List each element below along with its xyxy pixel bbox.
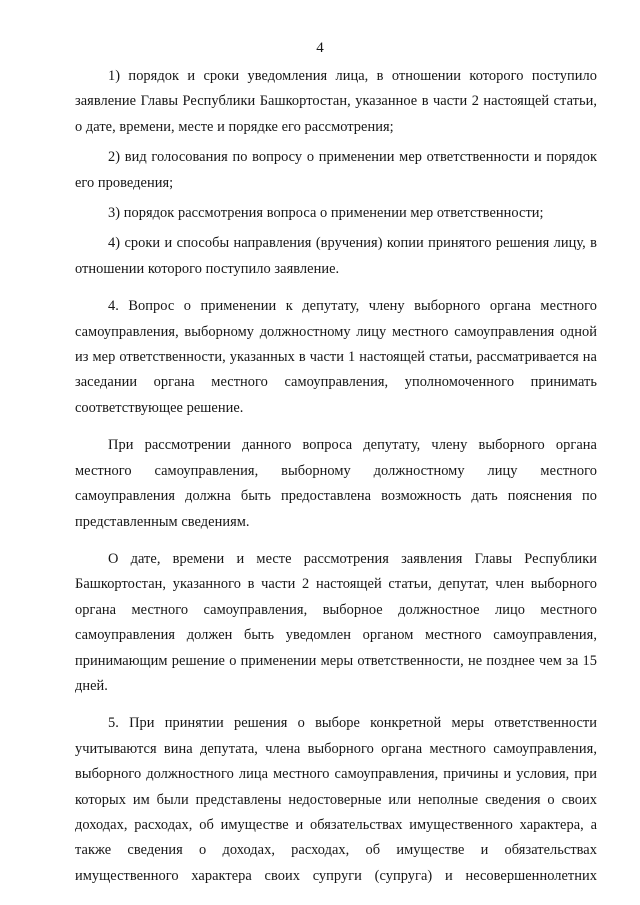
paragraph-section-5: 5. При принятии решения о выборе конкретной меры ответственности учитываются вина депутата, члена выборного органа местного самоуправления, выборного должностного лица местного самоуправления, причины и условия, при которых им были представлены недостоверные или неполные сведения о своих доходах, расходах, об имуществе и обязательствах имущественного характера, а также сведения о доходах, расходах, об имуществе и обязательствах имущественного характера своих супруги (супруга) и несовершеннолетних	[75, 715, 597, 884]
paragraph-item-1: 1) порядок и сроки уведомления лица, в отношении которого поступило заявление Главы Республики Башкортостан, указанное в части 2 настоящей статьи, о дате, времени, месте и порядке его рассмотрения;	[75, 68, 597, 135]
paragraph-explanation: При рассмотрении данного вопроса депутату, члену выборного органа местного самоуправления, выборному должностному лицу местного самоуправления должна быть предоставлена возможность дать пояснения по представленным сведениям.	[75, 437, 597, 530]
paragraph-item-2: 2) вид голосования по вопросу о применении мер ответственности и порядок его проведения;	[75, 149, 597, 191]
paragraph-item-3: 3) порядок рассмотрения вопроса о применении мер ответственности;	[108, 205, 544, 222]
document-body	[75, 64, 597, 889]
paragraph-item-4: 4) сроки и способы направления (вручения) копии принятого решения лицу, в отношении которого поступило заявление.	[75, 235, 597, 277]
paragraph-notification: О дате, времени и месте рассмотрения заявления Главы Республики Башкортостан, указанного в части 2 настоящей статьи, депутат, член выборного органа местного самоуправления, выборное должностное лицо местного самоуправления должен быть уведомлен органом местного самоуправления, принимающим решение о применении меры ответственности, не позднее чем за 15 дней.	[75, 550, 597, 694]
paragraph-section-4: 4. Вопрос о применении к депутату, члену выборного органа местного самоуправления, выборному должностному лицу местного самоуправления одной из мер ответственности, указанных в части 1 настоящей статьи, рассматривается на заседании органа местного самоуправления, уполномоченного принимать соответствующее решение.	[75, 298, 597, 416]
page-number: 4	[316, 40, 324, 56]
